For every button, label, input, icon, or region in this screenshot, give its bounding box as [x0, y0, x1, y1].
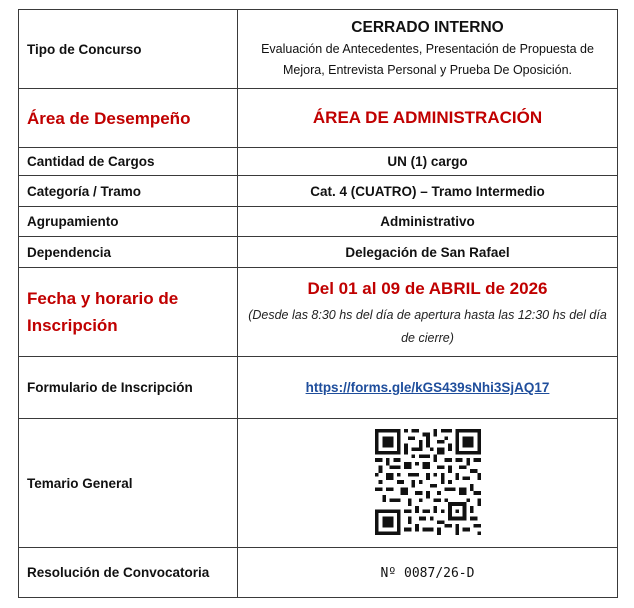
label-agrupamiento: Agrupamiento — [19, 207, 238, 237]
label-categoria-tramo: Categoría / Tramo — [19, 176, 238, 207]
value-cantidad-cargos: UN (1) cargo — [238, 148, 618, 176]
fecha-inscripcion-title: Del 01 al 09 de ABRIL de 2026 — [307, 279, 548, 298]
label-temario-general: Temario General — [19, 419, 238, 548]
value-temario-general — [238, 419, 618, 548]
row-formulario-inscripcion — [19, 357, 618, 419]
resolucion-number: Nº 0087/26-D — [380, 565, 475, 581]
area-desempeno-text: ÁREA DE ADMINISTRACIÓN — [312, 108, 543, 127]
tipo-concurso-title: CERRADO INTERNO — [351, 19, 504, 36]
label-dependencia: Dependencia — [19, 237, 238, 268]
row-area-desempeno — [19, 89, 618, 148]
row-categoria-tramo — [19, 176, 618, 207]
label-fecha-inscripcion: Fecha y horario de Inscripción — [19, 268, 238, 357]
fecha-inscripcion-note: (Desde las 8:30 hs del día de apertura hasta las 12:30 hs del día de cierre) — [248, 308, 607, 345]
value-agrupamiento: Administrativo — [238, 207, 618, 237]
row-agrupamiento — [19, 207, 618, 237]
row-tipo-concurso — [19, 10, 618, 89]
convocatoria-table — [18, 9, 618, 598]
value-formulario-inscripcion — [238, 357, 618, 419]
row-dependencia — [19, 237, 618, 268]
row-cantidad-cargos — [19, 148, 618, 176]
value-fecha-inscripcion — [238, 268, 618, 357]
label-tipo-concurso: Tipo de Concurso — [19, 10, 238, 89]
value-area-desempeno — [238, 89, 618, 148]
row-temario-general — [19, 419, 618, 548]
value-categoria-tramo: Cat. 4 (CUATRO) – Tramo Intermedio — [238, 176, 618, 207]
label-formulario-inscripcion: Formulario de Inscripción — [19, 357, 238, 419]
label-resolucion-convocatoria: Resolución de Convocatoria — [19, 548, 238, 598]
row-fecha-inscripcion — [19, 268, 618, 357]
label-cantidad-cargos: Cantidad de Cargos — [19, 148, 238, 176]
tipo-concurso-description: Evaluación de Antecedentes, Presentación de Propuesta de Mejora, Entrevista Personal y Prueba De Oposición. — [261, 42, 594, 77]
value-tipo-concurso — [238, 10, 618, 89]
row-resolucion-convocatoria — [19, 548, 618, 598]
formulario-link[interactable]: https://forms.gle/kGS439sNhi3SjAQ17 — [305, 380, 550, 395]
label-area-desempeno: Área de Desempeño — [19, 89, 238, 148]
value-dependencia: Delegación de San Rafael — [238, 237, 618, 268]
qr-code-icon[interactable] — [375, 429, 481, 535]
value-resolucion-convocatoria — [238, 548, 618, 598]
